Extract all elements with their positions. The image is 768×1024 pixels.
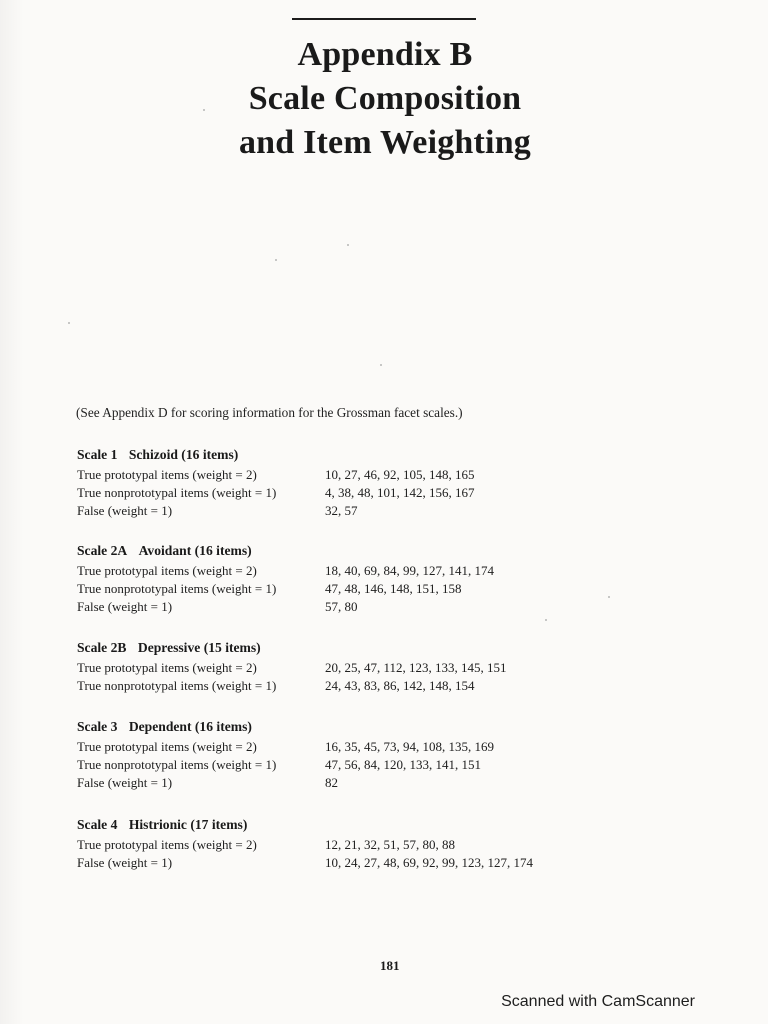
top-horizontal-rule [292, 18, 476, 20]
scale-row [77, 485, 597, 503]
scale-number: Scale 1 [77, 447, 118, 462]
row-label: False (weight = 1) [77, 855, 173, 870]
scan-speck [275, 259, 277, 261]
row-label: True nonprototypal items (weight = 1) [77, 485, 277, 500]
scale-heading [77, 817, 597, 833]
scale-title: Schizoid (16 items) [128, 447, 239, 462]
scale-4-section [77, 817, 597, 873]
title-line-appendix: Appendix B [297, 36, 473, 73]
title-line-scale-composition: Scale Composition [248, 80, 522, 117]
scale-number: Scale 2B [77, 640, 127, 655]
scale-title: Avoidant (16 items) [138, 543, 252, 558]
row-items: 47, 56, 84, 120, 133, 141, 151 [325, 757, 481, 772]
row-label: True nonprototypal items (weight = 1) [77, 678, 277, 693]
row-label: True nonprototypal items (weight = 1) [77, 757, 277, 772]
scale-number: Scale 2A [77, 543, 128, 558]
row-items: 20, 25, 47, 112, 123, 133, 145, 151 [325, 660, 507, 675]
scan-speck [545, 619, 547, 621]
row-items: 18, 40, 69, 84, 99, 127, 141, 174 [325, 563, 494, 578]
row-items: 57, 80 [325, 599, 358, 614]
row-items: 16, 35, 45, 73, 94, 108, 135, 169 [325, 739, 494, 754]
scale-title: Histrionic (17 items) [128, 817, 248, 832]
scale-row [77, 739, 597, 757]
row-label: True prototypal items (weight = 2) [77, 660, 257, 675]
row-label: True prototypal items (weight = 2) [77, 837, 257, 852]
scale-row [77, 503, 597, 521]
row-items: 12, 21, 32, 51, 57, 80, 88 [325, 837, 455, 852]
appendix-title [200, 38, 570, 170]
scale-heading [77, 543, 597, 559]
row-items: 24, 43, 83, 86, 142, 148, 154 [325, 678, 475, 693]
scale-3-section [77, 719, 597, 793]
scale-row [77, 837, 597, 855]
row-label: True prototypal items (weight = 2) [77, 467, 257, 482]
scale-title: Depressive (15 items) [137, 640, 261, 655]
scale-row [77, 563, 597, 581]
row-label: True nonprototypal items (weight = 1) [77, 581, 277, 596]
scan-speck [608, 596, 610, 598]
row-items: 10, 27, 46, 92, 105, 148, 165 [325, 467, 475, 482]
scale-number: Scale 4 [77, 817, 118, 832]
scale-heading [77, 447, 597, 463]
intro-note: (See Appendix D for scoring information for the Grossman facet scales.) [76, 405, 463, 420]
scale-2a-section [77, 543, 597, 617]
scan-speck [347, 244, 349, 246]
row-items: 10, 24, 27, 48, 69, 92, 99, 123, 127, 174 [325, 855, 533, 870]
scale-heading [77, 640, 597, 656]
page-number: 181 [380, 958, 400, 973]
scan-speck [380, 364, 382, 366]
row-items: 82 [325, 775, 338, 790]
scale-row [77, 678, 597, 696]
scale-row [77, 581, 597, 599]
row-label: False (weight = 1) [77, 775, 173, 790]
scale-title: Dependent (16 items) [128, 719, 252, 734]
row-label: True prototypal items (weight = 2) [77, 563, 257, 578]
scale-heading [77, 719, 597, 735]
scale-number: Scale 3 [77, 719, 118, 734]
scale-row [77, 855, 597, 873]
row-items: 47, 48, 146, 148, 151, 158 [325, 581, 462, 596]
scale-2b-section [77, 640, 597, 696]
scale-row [77, 599, 597, 617]
scan-speck [203, 109, 205, 111]
scan-speck [68, 322, 70, 324]
row-label: False (weight = 1) [77, 599, 173, 614]
scale-row [77, 775, 597, 793]
scale-1-section [77, 447, 597, 521]
scan-shadow [0, 0, 24, 1024]
row-label: False (weight = 1) [77, 503, 173, 518]
scale-row [77, 660, 597, 678]
row-items: 32, 57 [325, 503, 358, 518]
scale-row [77, 757, 597, 775]
scanner-watermark: Scanned with CamScanner [501, 993, 695, 1010]
scale-row [77, 467, 597, 485]
row-items: 4, 38, 48, 101, 142, 156, 167 [325, 485, 475, 500]
row-label: True prototypal items (weight = 2) [77, 739, 257, 754]
title-line-item-weighting: and Item Weighting [238, 124, 532, 161]
